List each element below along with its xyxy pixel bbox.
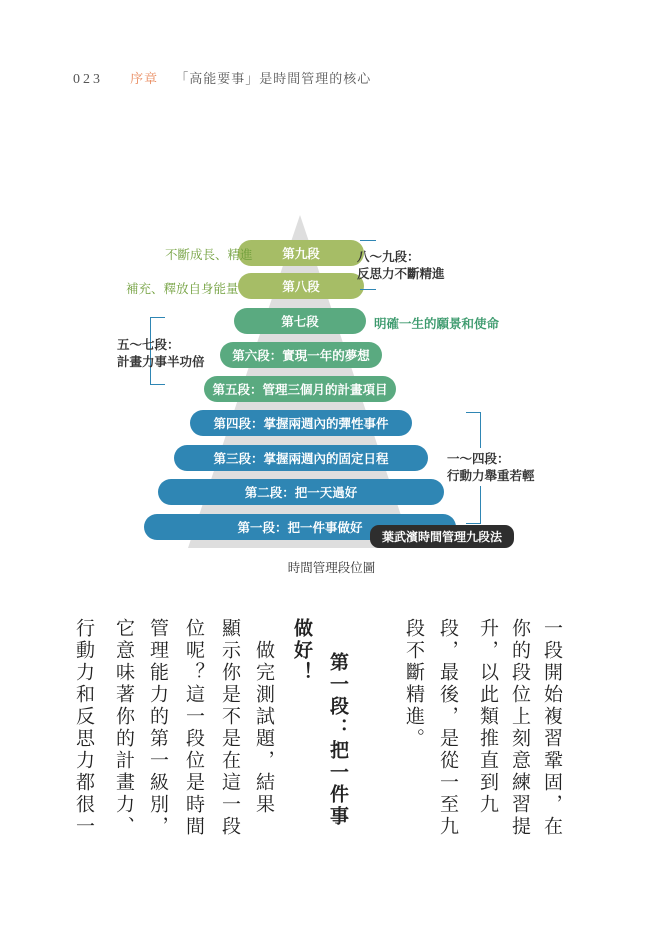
body-column-4: 段，最後，是從一至九 [437,618,459,838]
level-5-bar [204,376,396,402]
level-8-bar [238,273,364,299]
group-5-7-desc: 計畫力事半功倍 [117,354,205,369]
level-8-label: 第八段 [282,279,320,294]
level-3-label: 第三段：掌握兩週內的固定日程 [213,451,389,466]
figure-caption: 時間管理段位圖 [287,560,376,575]
body-column-7: 顯示你是不是在這一段 [219,618,241,838]
level-9-bar [238,240,364,266]
body-column-10: 它意味著你的計畫力、 [113,618,135,838]
level-2-bar [158,479,444,505]
group-8-9-title: 八～九段： [357,249,420,264]
method-badge: 葉武濱時間管理九段法 [370,525,514,548]
chapter-title: 「高能要事」是時間管理的核心 [175,72,372,87]
section-heading-line-2: 做好！ [291,618,313,684]
level-1-label: 第一段：把一件事做好 [237,520,363,535]
section-heading-line-1: 第一段：把一件事 [327,652,349,828]
level-4-bar [190,410,412,436]
group-1-4-note [447,448,535,486]
level-8-note: 補充、釋放自身能量 [126,281,239,296]
level-6-bar [220,342,382,368]
body-column-11: 行動力和反思力都很一 [73,618,95,838]
group-5-7-title: 五～七段： [117,337,180,352]
level-5-label: 第五段：管理三個月的計畫項目 [212,382,388,397]
level-9-label: 第九段 [282,246,320,261]
group-8-9-note [357,248,445,282]
level-7-note: 明確一生的願景和使命 [374,316,500,331]
body-column-1: 一段開始複習鞏固，在 [541,618,563,838]
group-5-7-note [117,336,205,370]
level-2-label: 第二段：把一天過好 [244,485,358,500]
level-7-bar [234,308,366,334]
body-column-8: 位呢？這一段位是時間 [183,618,205,838]
level-6-label: 第六段：實現一年的夢想 [232,348,370,363]
body-column-2: 你的段位上刻意練習提 [509,618,531,838]
group-8-9-desc: 反思力不斷精進 [357,266,445,281]
body-column-6: 做完測試題，結果 [253,618,275,816]
body-column-3: 升，以此類推直到九 [477,618,499,816]
level-7-label: 第七段 [281,314,319,329]
level-3-bar [174,445,428,471]
group-1-4-title: 一～四段： [447,451,510,466]
level-9-note: 不斷成長、精進 [165,247,253,262]
body-column-9: 管理能力的第一級別， [147,618,169,838]
group-1-4-desc: 行動力舉重若輕 [447,468,535,483]
chapter-label: 序章 [130,72,159,87]
body-column-5: 段不斷精進。 [403,618,425,750]
page-number: 023 [73,72,103,87]
level-4-label: 第四段：掌握兩週內的彈性事件 [213,416,389,431]
